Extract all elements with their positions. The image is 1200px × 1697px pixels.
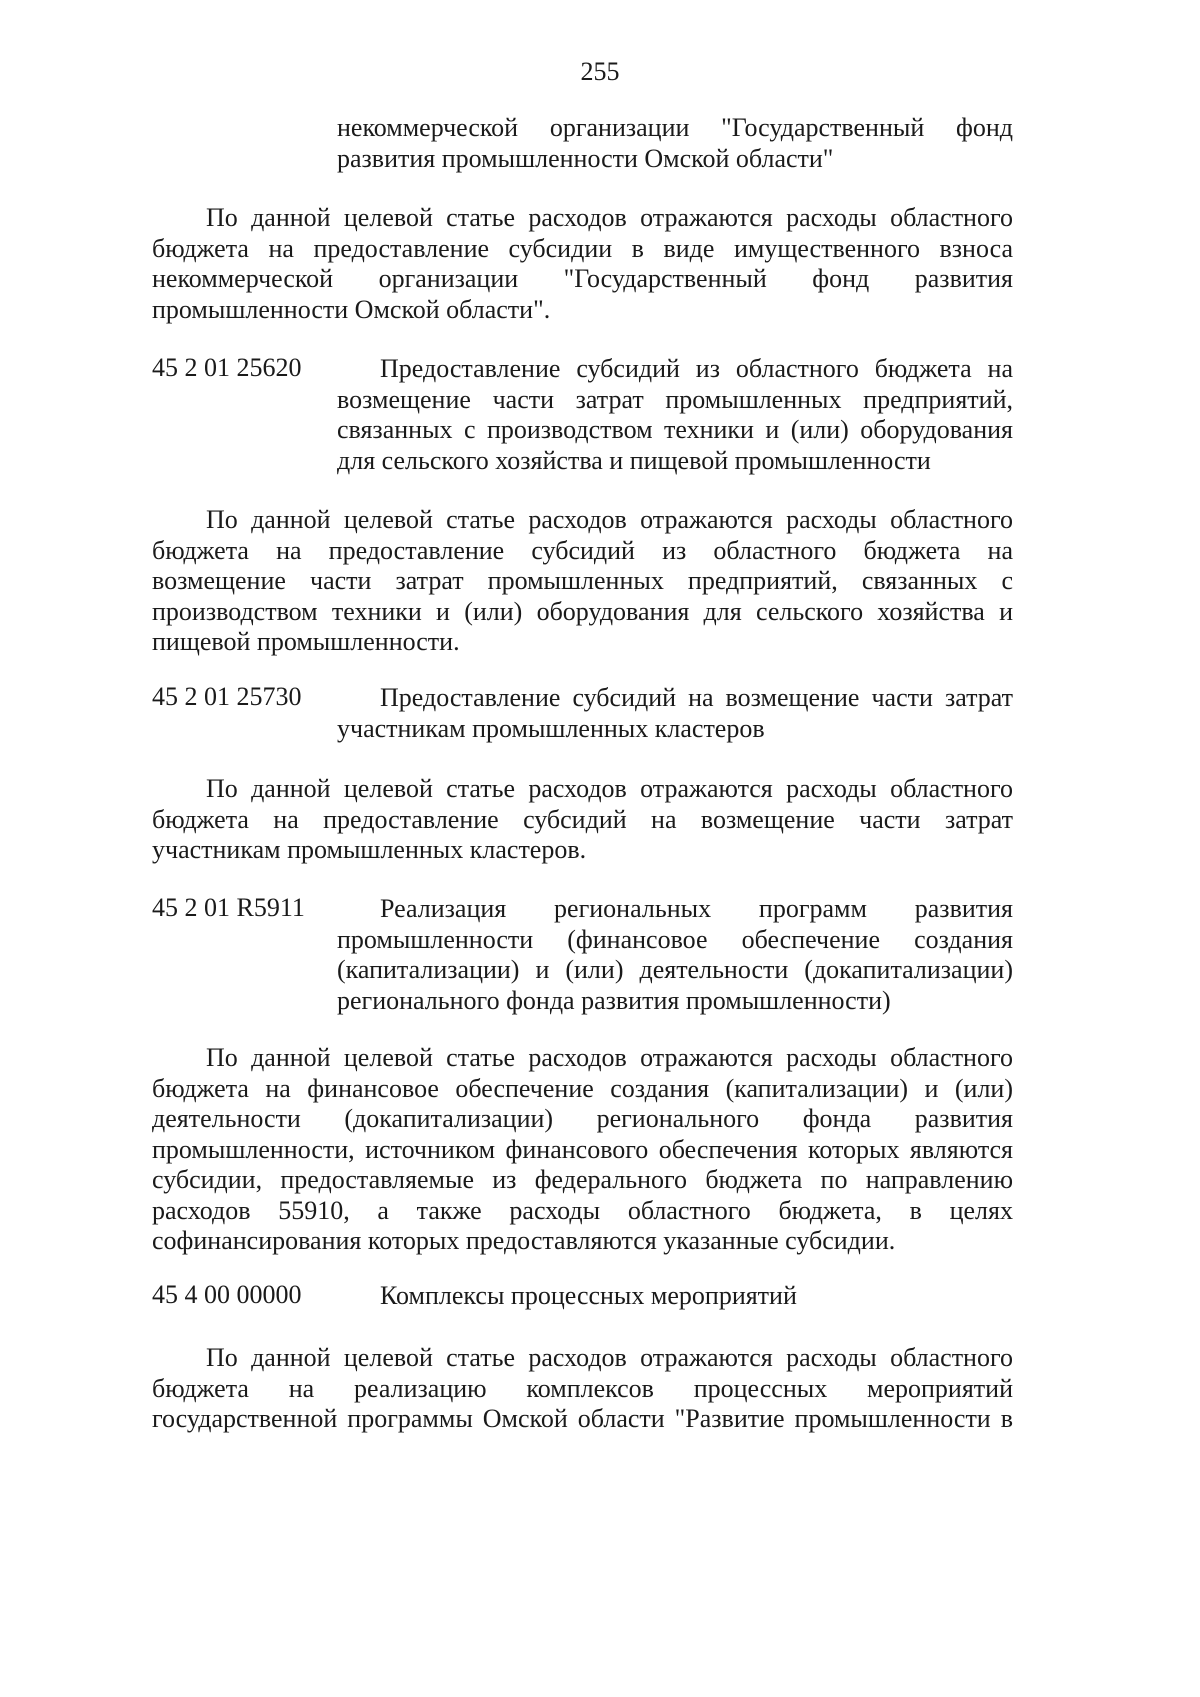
description-line: субсидии, предоставляемые из федерального бюджета по направлению [152,1165,1013,1194]
title-line: (капитализации) и (или) деятельности (докапитализации) [337,955,1013,984]
description-line: По данной целевой статье расходов отражаются расходы областного [206,774,1013,803]
description-line: некоммерческой организации "Государственный фонд развития [152,264,1013,293]
description-line: промышленности, источником финансового обеспечения которых являются [152,1134,1013,1164]
page-number: 255 [580,57,620,86]
description-line: По данной целевой статье расходов отражаются расходы областного [206,1043,1013,1072]
description-line: деятельности (докапитализации) регионального фонда развития [152,1104,1013,1133]
article-description [152,774,1013,866]
description-line: бюджета на реализацию комплексов процессных мероприятий [152,1373,1013,1403]
title-line: возмещение части затрат промышленных предприятий, [337,384,1013,414]
title-line: Комплексы процессных мероприятий [380,1281,797,1310]
description-line: расходов 55910, а также расходы областного бюджета, в целях [152,1195,1013,1225]
article-code: 45 2 01 R5911 [152,893,305,922]
title-line: для сельского хозяйства и пищевой промышленности [337,445,931,475]
description-line: производством техники и (или) оборудования для сельского хозяйства и [152,596,1013,626]
title-line: Предоставление субсидий из областного бюджета на [380,354,1013,383]
description-line: государственной программы Омской области "Развитие промышленности в [152,1404,1013,1433]
description-line: промышленности Омской области". [152,294,551,324]
title-line: регионального фонда развития промышленности) [337,985,891,1015]
description-line: участникам промышленных кластеров. [152,835,587,864]
description-line: возмещение части затрат промышленных предприятий, связанных с [152,566,1013,595]
article-title [380,1281,1013,1312]
article-code: 45 2 01 25620 [152,353,302,382]
article-description [152,1343,1013,1435]
article-title [337,354,1013,476]
article-code: 45 4 00 00000 [152,1280,302,1309]
article-title [337,683,1013,744]
description-line: По данной целевой статье расходов отражаются расходы областного [206,203,1013,232]
article-description [152,203,1013,325]
title-line: Реализация региональных программ развития [380,894,1013,923]
title-line: участникам промышленных кластеров [337,713,765,743]
description-line: По данной целевой статье расходов отражаются расходы областного [206,505,1013,534]
continuation-line: некоммерческой организации "Государственный фонд [337,113,1013,142]
title-line: связанных с производством техники и (или) оборудования [337,415,1013,444]
description-line: бюджета на предоставление субсидий из областного бюджета на [152,535,1013,565]
article-description [152,505,1013,658]
article-code: 45 2 01 25730 [152,682,302,711]
continuation-heading [337,113,1013,174]
description-line: бюджета на предоставление субсидии в виде имущественного взноса [152,233,1013,263]
article-title [337,894,1013,1016]
title-line: промышленности (финансовое обеспечение создания [337,924,1013,954]
continuation-line: развития промышленности Омской области" [337,143,834,173]
title-line: Предоставление субсидий на возмещение части затрат [380,683,1013,712]
description-line: пищевой промышленности. [152,627,460,656]
description-line: По данной целевой статье расходов отражаются расходы областного [206,1343,1013,1372]
description-line: бюджета на предоставление субсидий на возмещение части затрат [152,804,1013,834]
description-line: софинансирования которых предоставляются указанные субсидии. [152,1226,896,1255]
article-description [152,1043,1013,1257]
description-line: бюджета на финансовое обеспечение создания (капитализации) и (или) [152,1073,1013,1103]
